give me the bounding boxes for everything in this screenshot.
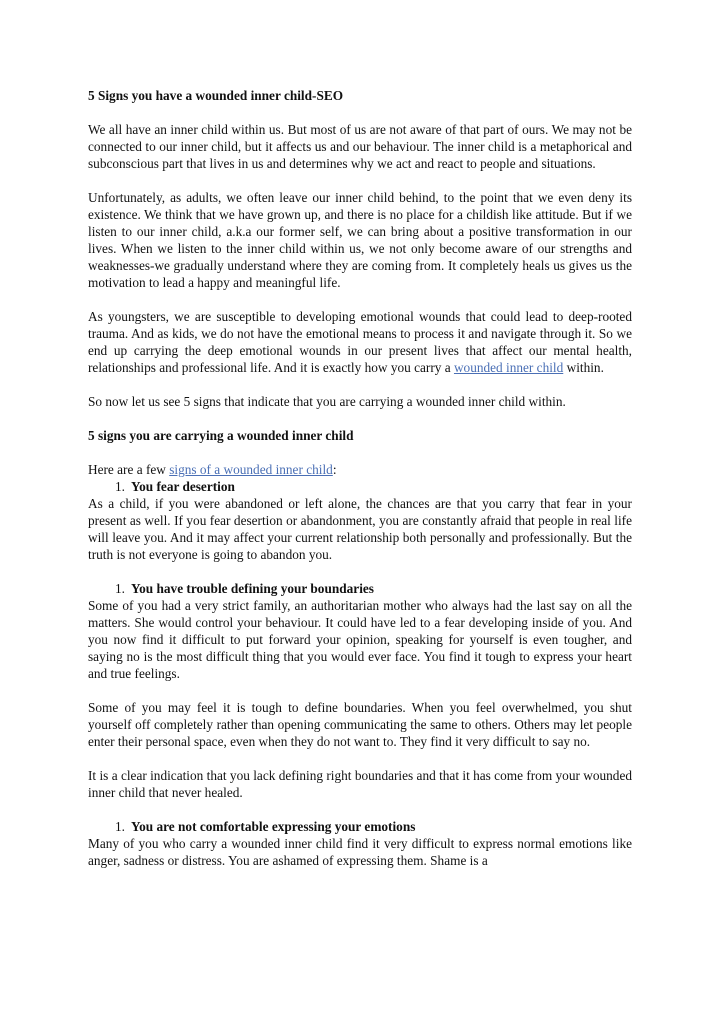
- list-item-3: [88, 818, 632, 835]
- list-item-1-number: 1.: [115, 479, 125, 494]
- paragraph-5: [88, 461, 632, 478]
- paragraph-6: Some of you may feel it is tough to define boundaries. When you feel overwhelmed, you shut yourself off completely rather than opening communicating the same to others. Others may let people enter their personal space, even when they do not want to. They find it very difficult to say no.: [88, 700, 632, 749]
- section-heading: 5 signs you are carrying a wounded inner child: [88, 428, 354, 443]
- list-item-3-text: Many of you who carry a wounded inner child find it very difficult to express normal emotions like anger, sadness or distress. You are ashamed of expressing them. Shame is a: [88, 836, 632, 868]
- list-item-1: [88, 478, 632, 495]
- paragraph-3-text: As youngsters, we are susceptible to developing emotional wounds that could lead to deep-rooted trauma. And as kids, we do not have the emotional means to process it and navigate through it. So we end up carrying the deep emotional wounds in our present lives that affect our mental health, relationships and professional life. And it is exactly how you carry a: [88, 309, 632, 375]
- paragraph-7: It is a clear indication that you lack defining right boundaries and that it has come from your wounded inner child that never healed.: [88, 768, 632, 800]
- list-item-2-label: You have trouble defining your boundaries: [131, 581, 374, 596]
- document-title: 5 Signs you have a wounded inner child-SEO: [88, 88, 344, 103]
- paragraph-1: We all have an inner child within us. But most of us are not aware of that part of ours. We may not be connected to our inner child, but it affects us and our behaviour. The inner child is a metaphorical and subconscious part that lives in us and determines why we act and react to people and situations.: [88, 122, 632, 171]
- paragraph-4: So now let us see 5 signs that indicate that you are carrying a wounded inner child within.: [88, 394, 566, 409]
- list-item-2-text: Some of you had a very strict family, an authoritarian mother who always had the last say on all the matters. She would control your behaviour. It could have led to a fear developing inside of you. And you now find it difficult to put forward your opinion, speaking for yourself is even tougher, and saying no is the most difficult thing that you would ever face. You find it tough to express your heart and true feelings.: [88, 598, 632, 681]
- signs-of-wounded-inner-child-link[interactable]: signs of a wounded inner child: [169, 462, 333, 477]
- paragraph-3: [88, 308, 632, 376]
- paragraph-5-tail: :: [332, 462, 337, 477]
- list-item-2-number: 1.: [115, 581, 125, 596]
- paragraph-3-tail: within.: [563, 360, 604, 375]
- wounded-inner-child-link[interactable]: wounded inner child: [453, 360, 564, 375]
- list-item-3-number: 1.: [115, 819, 125, 834]
- list-item-1-label: You fear desertion: [131, 479, 235, 494]
- paragraph-5-text: Here are a few: [88, 462, 170, 477]
- list-item-2: [88, 580, 632, 597]
- list-item-3-label: You are not comfortable expressing your emotions: [131, 819, 416, 834]
- list-item-1-text: As a child, if you were abandoned or left alone, the chances are that you carry that fear in your present as well. If you fear desertion or abandonment, you are constantly afraid that people in real life will leave you. And it may affect your current relationship both personally and professionally. But the truth is not everyone is going to abandon you.: [88, 496, 632, 562]
- paragraph-2: Unfortunately, as adults, we often leave our inner child behind, to the point that we even deny its existence. We think that we have grown up, and there is no place for a childish like attitude. But if we listen to our inner child, a.k.a our former self, we can bring about a positive transformation in our lives. When we listen to the inner child within us, we not only become aware of our strengths and weaknesses-we gradually understand where they are coming from. It completely heals us gives us the motivation to lead a happy and meaningful life.: [88, 190, 632, 290]
